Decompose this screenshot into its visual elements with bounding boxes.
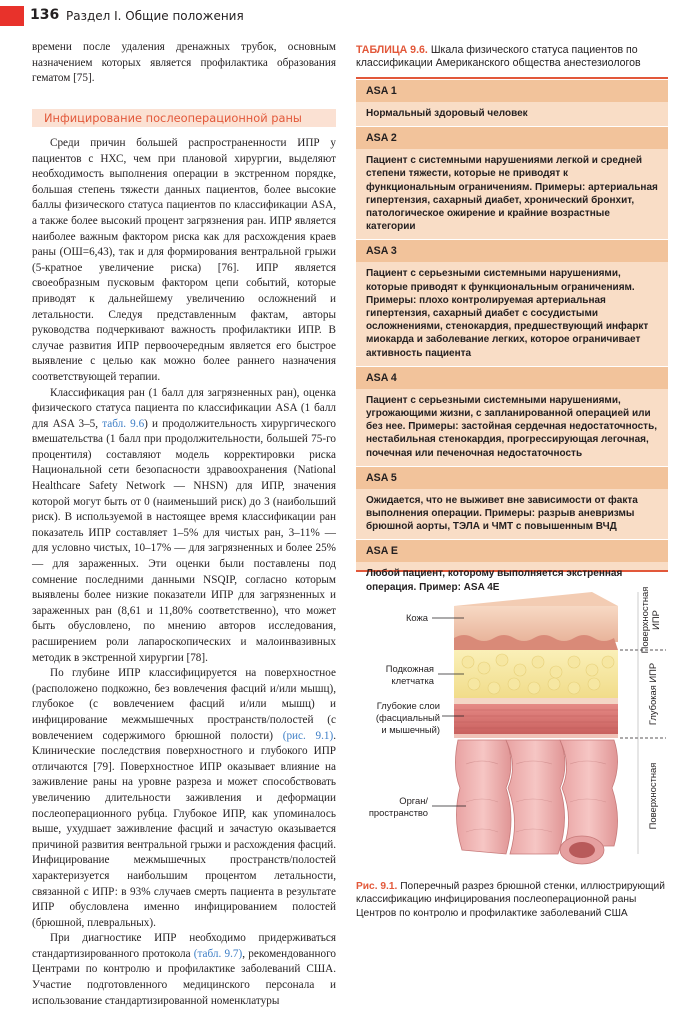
page-number: 136 xyxy=(30,7,60,23)
label-subcutaneous-2: клетчатка xyxy=(391,675,434,686)
table-label: ТАБЛИЦА 9.6. xyxy=(356,44,428,56)
label-deep-3: и мышечный) xyxy=(381,724,440,735)
skin-layer xyxy=(454,606,618,642)
paragraph-4-text-a: При диагностике ИПР необходимо придерживаться стандартизированного протокола xyxy=(32,932,336,960)
label-organ-2: пространство xyxy=(368,807,428,818)
peritoneum xyxy=(454,734,618,738)
table-caption xyxy=(356,44,668,71)
table-reference-link-2[interactable]: (табл. 9.7) xyxy=(193,947,243,960)
table-row-header: ASA 2 xyxy=(356,126,668,149)
table-row-body: Любой пациент, которому выполняется экстренная операция. Пример: ASA 4E xyxy=(366,568,623,593)
bowel-loop-middle xyxy=(506,740,565,854)
label-deep-1: Глубокие слои xyxy=(376,700,440,711)
body-text xyxy=(32,136,336,1009)
side-label-organ-1: Поверхностная xyxy=(647,762,658,830)
paragraph-3-text-b: . Клинические последствия поверхностного и глубокого ИПР отличаются [79]. Поверхностное ИПР оказывает влияние на заживление раны на уровне разреза и может способствовать увеличению длительности заживления и деформации послеоперационного рубца. Глубокое ИПР, как упоминалось выше, ухудшает заживление фасций и зачастую оказывается причиной развития вентральной грыжи и расхождения фасций. Инфицирование межмышечных пространств/полостей характеризуется наибольшим процентом летальности, связанной с ИПР: в 93% случаев смерть пациента в результате ИПР обусловлена именно инфицированием полостей (брюшной, плевральных). xyxy=(32,729,337,929)
figure-reference-link[interactable]: (рис. 9.1) xyxy=(282,729,334,742)
asa-table xyxy=(356,77,668,593)
paragraph-4-text-b: , рекомендованного Центрами по контролю и профилактике заболеваний США. Участие подготовленного медицинского персонала и использование стандартизированной номенклатуры xyxy=(32,947,336,1007)
muscle-layer xyxy=(454,704,618,734)
table-row-header: ASA 4 xyxy=(356,366,668,389)
paragraph-2-text-a: Классификация ран (1 балл для загрязненных ран), оценка физического статуса пациента по классификации ASA (1 балл для ASA 3–5, xyxy=(32,386,336,430)
label-skin: Кожа xyxy=(405,612,428,623)
section-title: Инфицирование послеоперационной раны xyxy=(32,109,336,127)
paragraph-1: Среди причин большей распространенности ИПР у пациентов с НХС, чем при плановой хирургии, выделяют необходимость выполнения операции в экстренном порядке, большая степень тяжести данных пациентов, более высокие баллы физического статуса пациентов по классификации ASA, а также более высокий процент загрязнения ран. ИПР является наиболее важным фактором риска как для расхождения краев раны (ОШ=6,43), так и для формирования вентральной грыжи (5-кратное увеличение риска) [76]. ИПР является своеобразным пусковым фактором цепи событий, которые приводят к дальнейшему увеличению осложнений и летальности. Следуя представленным фактам, авторы руководства подчеркивают важность профилактики ИПР. В случае развития ИПР первоочередным является его быстрое выявление с целью как можно более раннего назначения соответствующей терапии. xyxy=(32,137,336,383)
paragraph-3-text-a: По глубине ИПР классифицируется на поверхностное (расположено подкожно, без вовлечения фасций и/или мышц), глубокое (с вовлечением фасций и/или мышц) и инфицирование межмышечных пространств/полостей (с вовлечением содержимого брюшной полости) xyxy=(32,667,336,742)
page-number-marker xyxy=(0,6,24,26)
paragraph-2 xyxy=(32,386,336,667)
intro-text: времени после удаления дренажных трубок, основным назначением которых является профилактика образования гематом [75]. xyxy=(32,41,336,85)
zone-boundaries xyxy=(620,650,666,738)
side-label-deep: Глубокая ИПР xyxy=(647,662,658,726)
table-row-header: ASA E xyxy=(356,539,668,562)
table-row-header: ASA 1 xyxy=(356,79,668,102)
table-row-body: Пациент с серьезными системными нарушениями, которые приводят к функциональным ограничениям. Примеры: плохо контролируемая артериальная гипертензия, сахарный диабет с сосудистыми осложнениями, стенокардия, предшествующий инфаркт миокарда и заболевание легких, которое ограничивает активность пациента xyxy=(366,268,649,359)
paragraph-3 xyxy=(32,666,336,931)
table-row-body: Пациент с системными нарушениями легкой и средней степени тяжести, которые не приводят к функциональным ограничениям. Примеры: артериальная гипертензия, сахарный диабет, хронический бронхит, патологическое ожирение и крайние возрастные категории xyxy=(366,155,658,233)
table-caption-text: Шкала физического статуса пациентов по классификации Американского общества анестезиологов xyxy=(356,44,641,70)
paragraph-2-text-b: ) и продолжительность хирургического вмешательства (1 балл при продолжительности, большей 75-го процентиля) составляют модель корректировки риска Национальной сети безопасности здравоохранения (National Healthcare Safety Network — NHSN) для ИПР, значения которой могут быть от 0 (наименьший риск) до 3 (наибольший риск). В используемой в настоящее время классификации ран показатель ИПР составляет 1–5% для чистых ран, 3–11% — для условно чистых, 10–17% — для загрязненных и более 25% — для зараженных. Эти оценки были поставлены под сомнение последними данными NSQIP, согласно которым выявлены более низкие показатели ИПР для загрязненных и зараженных ран (8,61 и 11,80% соответственно), что может быть обусловлено, по мнению авторов исследования, расширением роли лапароскопических и малоинвазивных методик в экстренной хирургии [78]. xyxy=(32,417,336,664)
table-row-body: Пациент с серьезными системными нарушениями, угрожающими жизни, с запланированной операцией или без нее. Примеры: застойная сердечная недостаточность, нестабильная стенокардия, прогрессирующая легочная, почечная или печеночная недостаточность xyxy=(366,394,658,459)
bowel-loop-right xyxy=(560,740,618,846)
table-row-body: Ожидается, что не выживет вне зависимости от факта выполнения операции. Примеры: разрыв аневризмы брюшной аорты, ТЭЛА и ЧМТ с повышенным ВЧД xyxy=(366,494,638,533)
figure-caption xyxy=(356,880,668,920)
running-title: Раздел I. Общие положения xyxy=(66,9,244,23)
intro-paragraph xyxy=(32,40,336,87)
table-row-header: ASA 3 xyxy=(356,239,668,262)
side-label-superficial-1: Поверхностная xyxy=(639,586,650,654)
figure-caption-text: Поперечный разрез брюшной стенки, иллюстрирующий классификацию инфицирования послеоперационной раны Центров по контролю и профилактике заболеваний США xyxy=(356,881,665,919)
label-deep-2: (фасциальный xyxy=(375,712,440,723)
table-reference-link[interactable]: табл. 9.6 xyxy=(102,417,145,430)
abdominal-wall-illustration xyxy=(356,588,668,878)
bowel-loop-left xyxy=(455,740,511,854)
label-organ-1: Орган/ xyxy=(399,795,428,806)
label-subcutaneous-1: Подкожная xyxy=(385,663,434,674)
side-label-superficial-2: ИПР xyxy=(650,610,661,630)
paragraph-4 xyxy=(32,931,336,1009)
table-row-header: ASA 5 xyxy=(356,466,668,489)
bowel-lumen xyxy=(569,842,595,858)
figure-caption-label: Рис. 9.1. xyxy=(356,881,398,892)
fascia-layer xyxy=(454,698,618,704)
table-row-body: Нормальный здоровый человек xyxy=(366,108,528,119)
